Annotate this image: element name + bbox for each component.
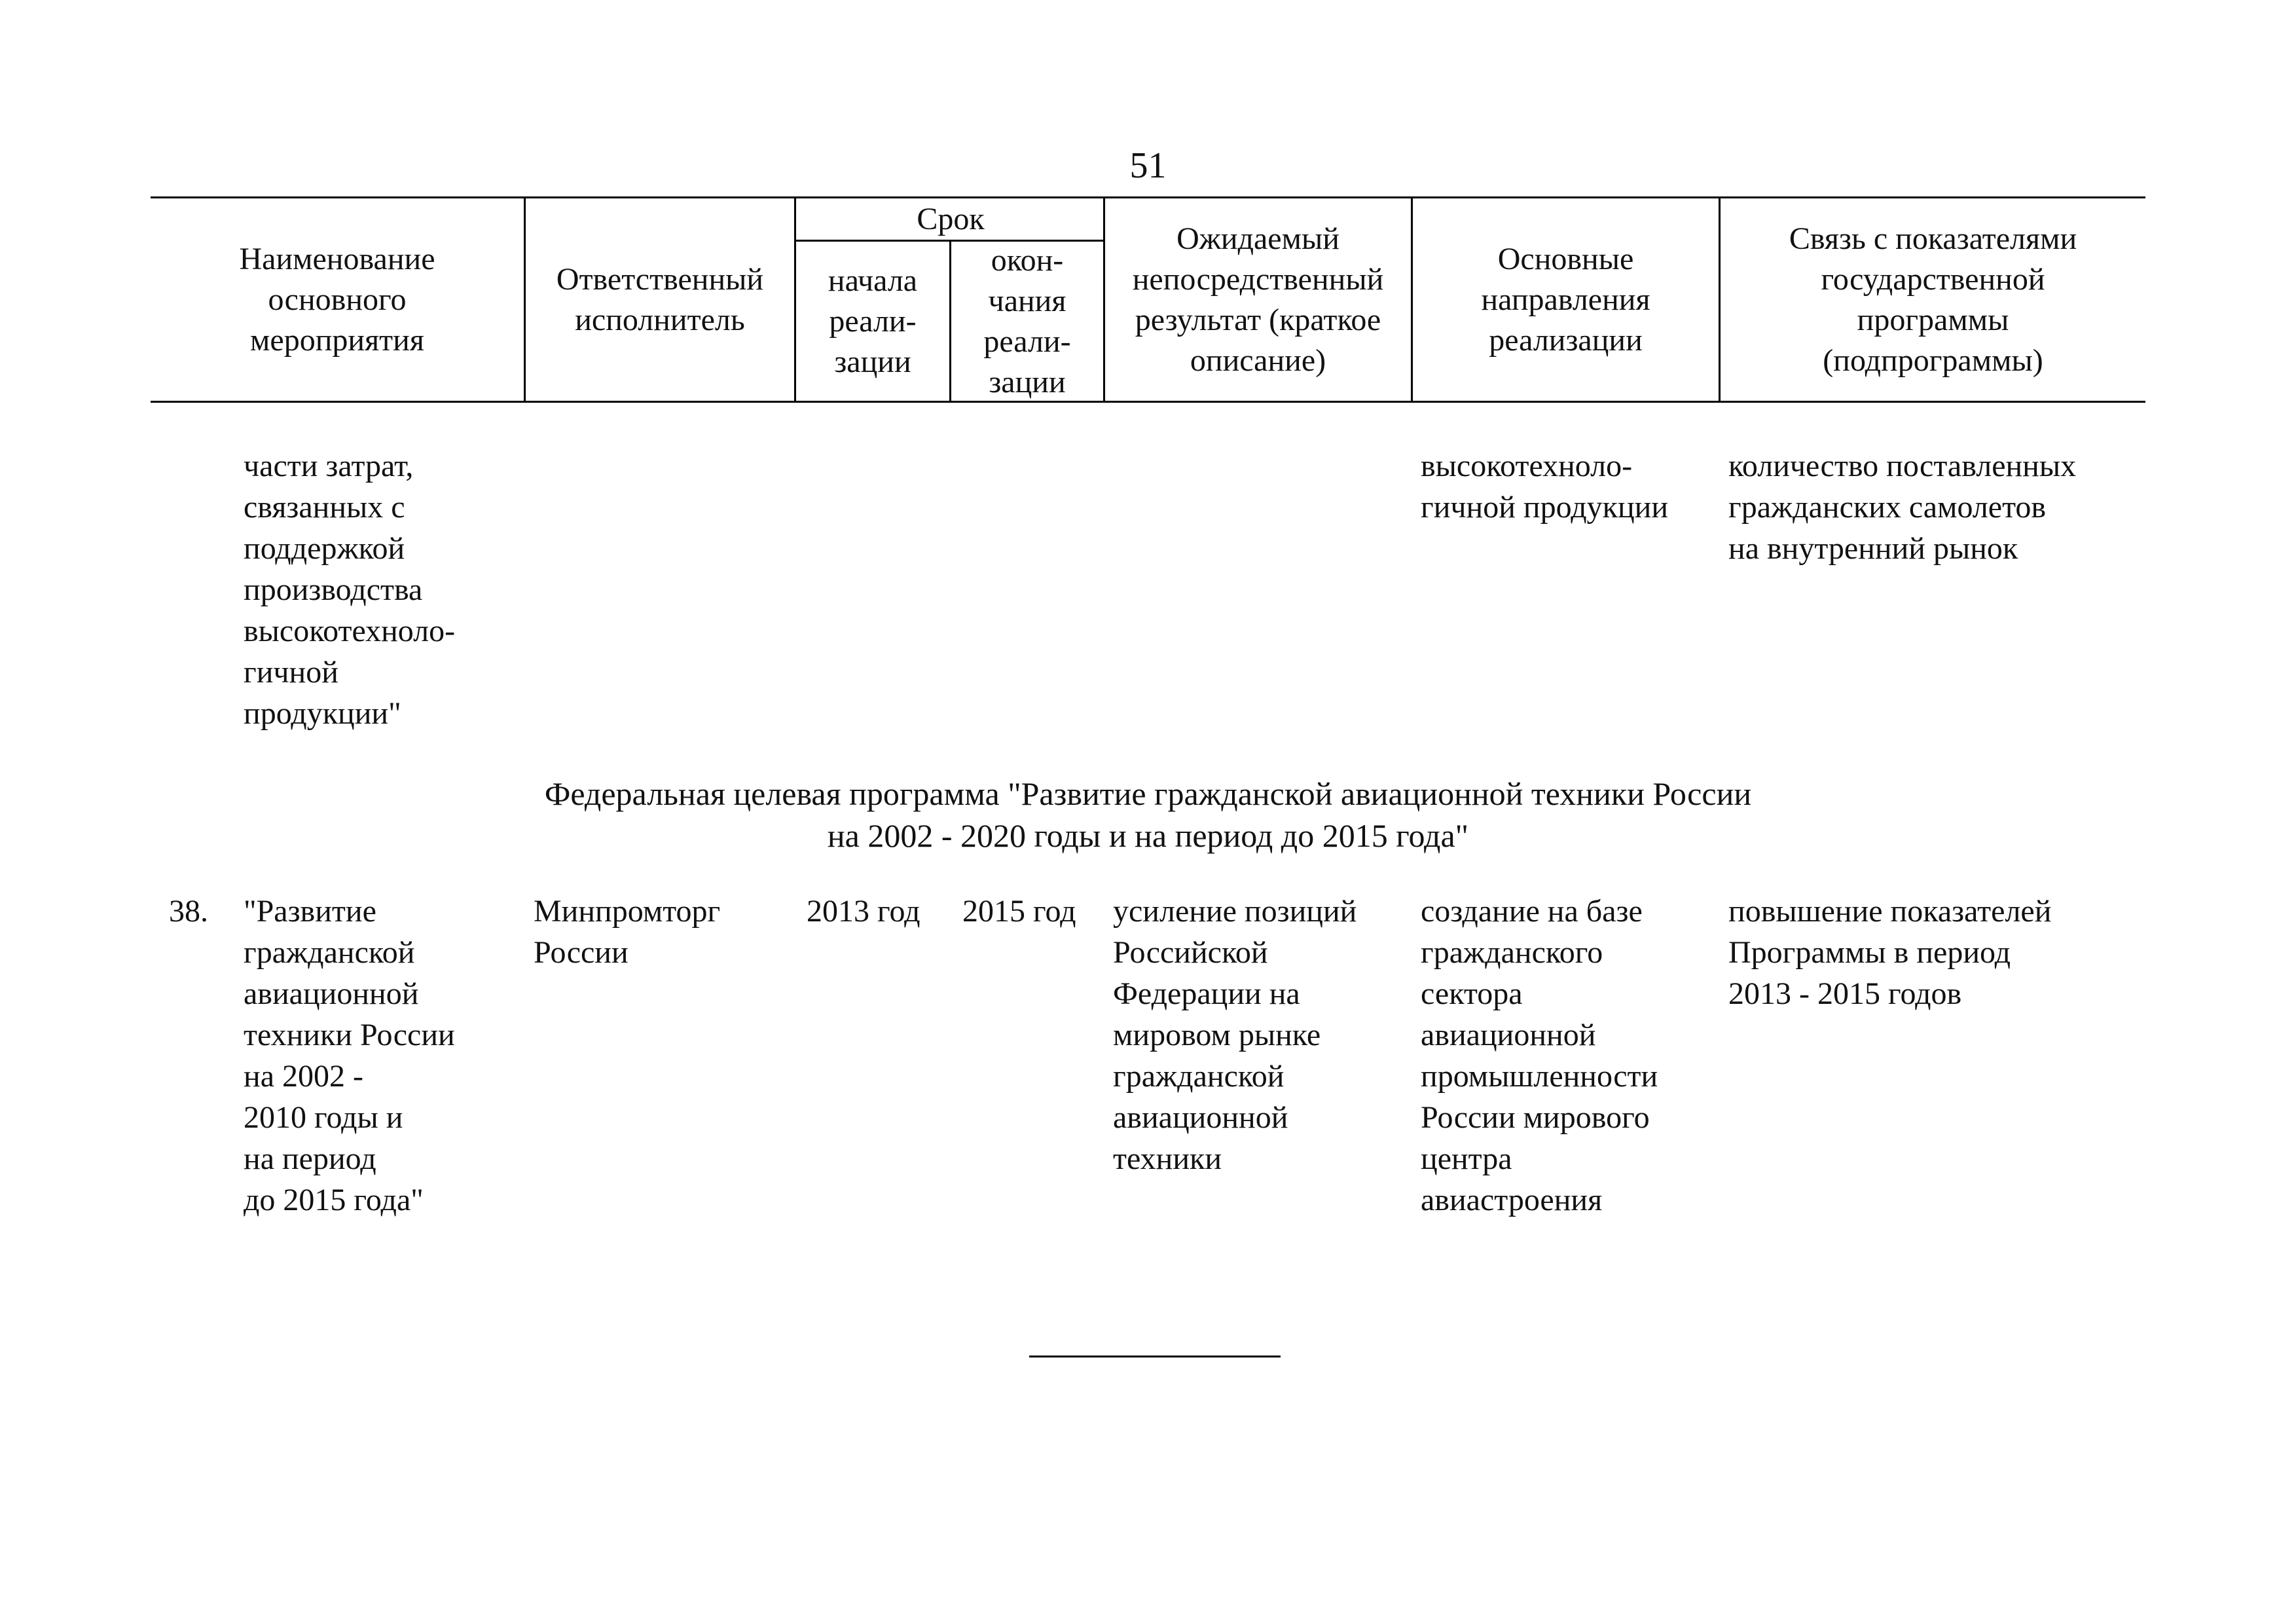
header-term: Срок [917,201,985,236]
footer-rule [1029,1356,1281,1357]
header-bottom-rule [151,401,2145,403]
cell-result: усиление позиций Российской Федерации на мировом рынке гражданской авиационной техники [1113,894,1357,1176]
header-name: Наименование основного мероприятия [239,241,435,358]
header-end: окон- чания реали- зации [983,242,1071,399]
header-executor: Ответственный исполнитель [556,261,764,337]
cell-link: количество поставленных гражданских самолетов на внутренний рынок [1728,449,2077,566]
header-start: начала реали- зации [828,263,918,379]
header-result: Ожидаемый непосредственный результат (краткое описание) [1132,221,1384,378]
header-link: Связь с показателями государственной программы (подпрограммы) [1789,221,2077,378]
header-directions: Основные направления реализации [1481,241,1650,358]
cell-end: 2015 год [962,894,1076,929]
page-number: 51 [1129,145,1167,186]
row-number: 38. [169,894,208,929]
section-title: Федеральная целевая программа "Развитие гражданской авиационной техники России на 2002 - 2020 годы и на период до 2015 года" [544,775,1752,854]
cell-link: повышение показателей Программы в период 2013 - 2015 годов [1728,894,2052,1011]
cell-start: 2013 год [807,894,920,929]
cell-name: "Развитие гражданской авиационной техники России на 2002 - 2010 годы и на период до 2015 года" [244,894,455,1217]
cell-executor: Минпромторг России [534,894,721,970]
cell-directions: создание на базе гражданского сектора авиационной промышленности России мирового центра авиастроения [1421,894,1658,1217]
cell-name: части затрат, связанных с поддержкой производства высокотехноло- гичной продукции" [244,449,456,731]
cell-directions: высокотехноло- гичной продукции [1421,449,1668,525]
